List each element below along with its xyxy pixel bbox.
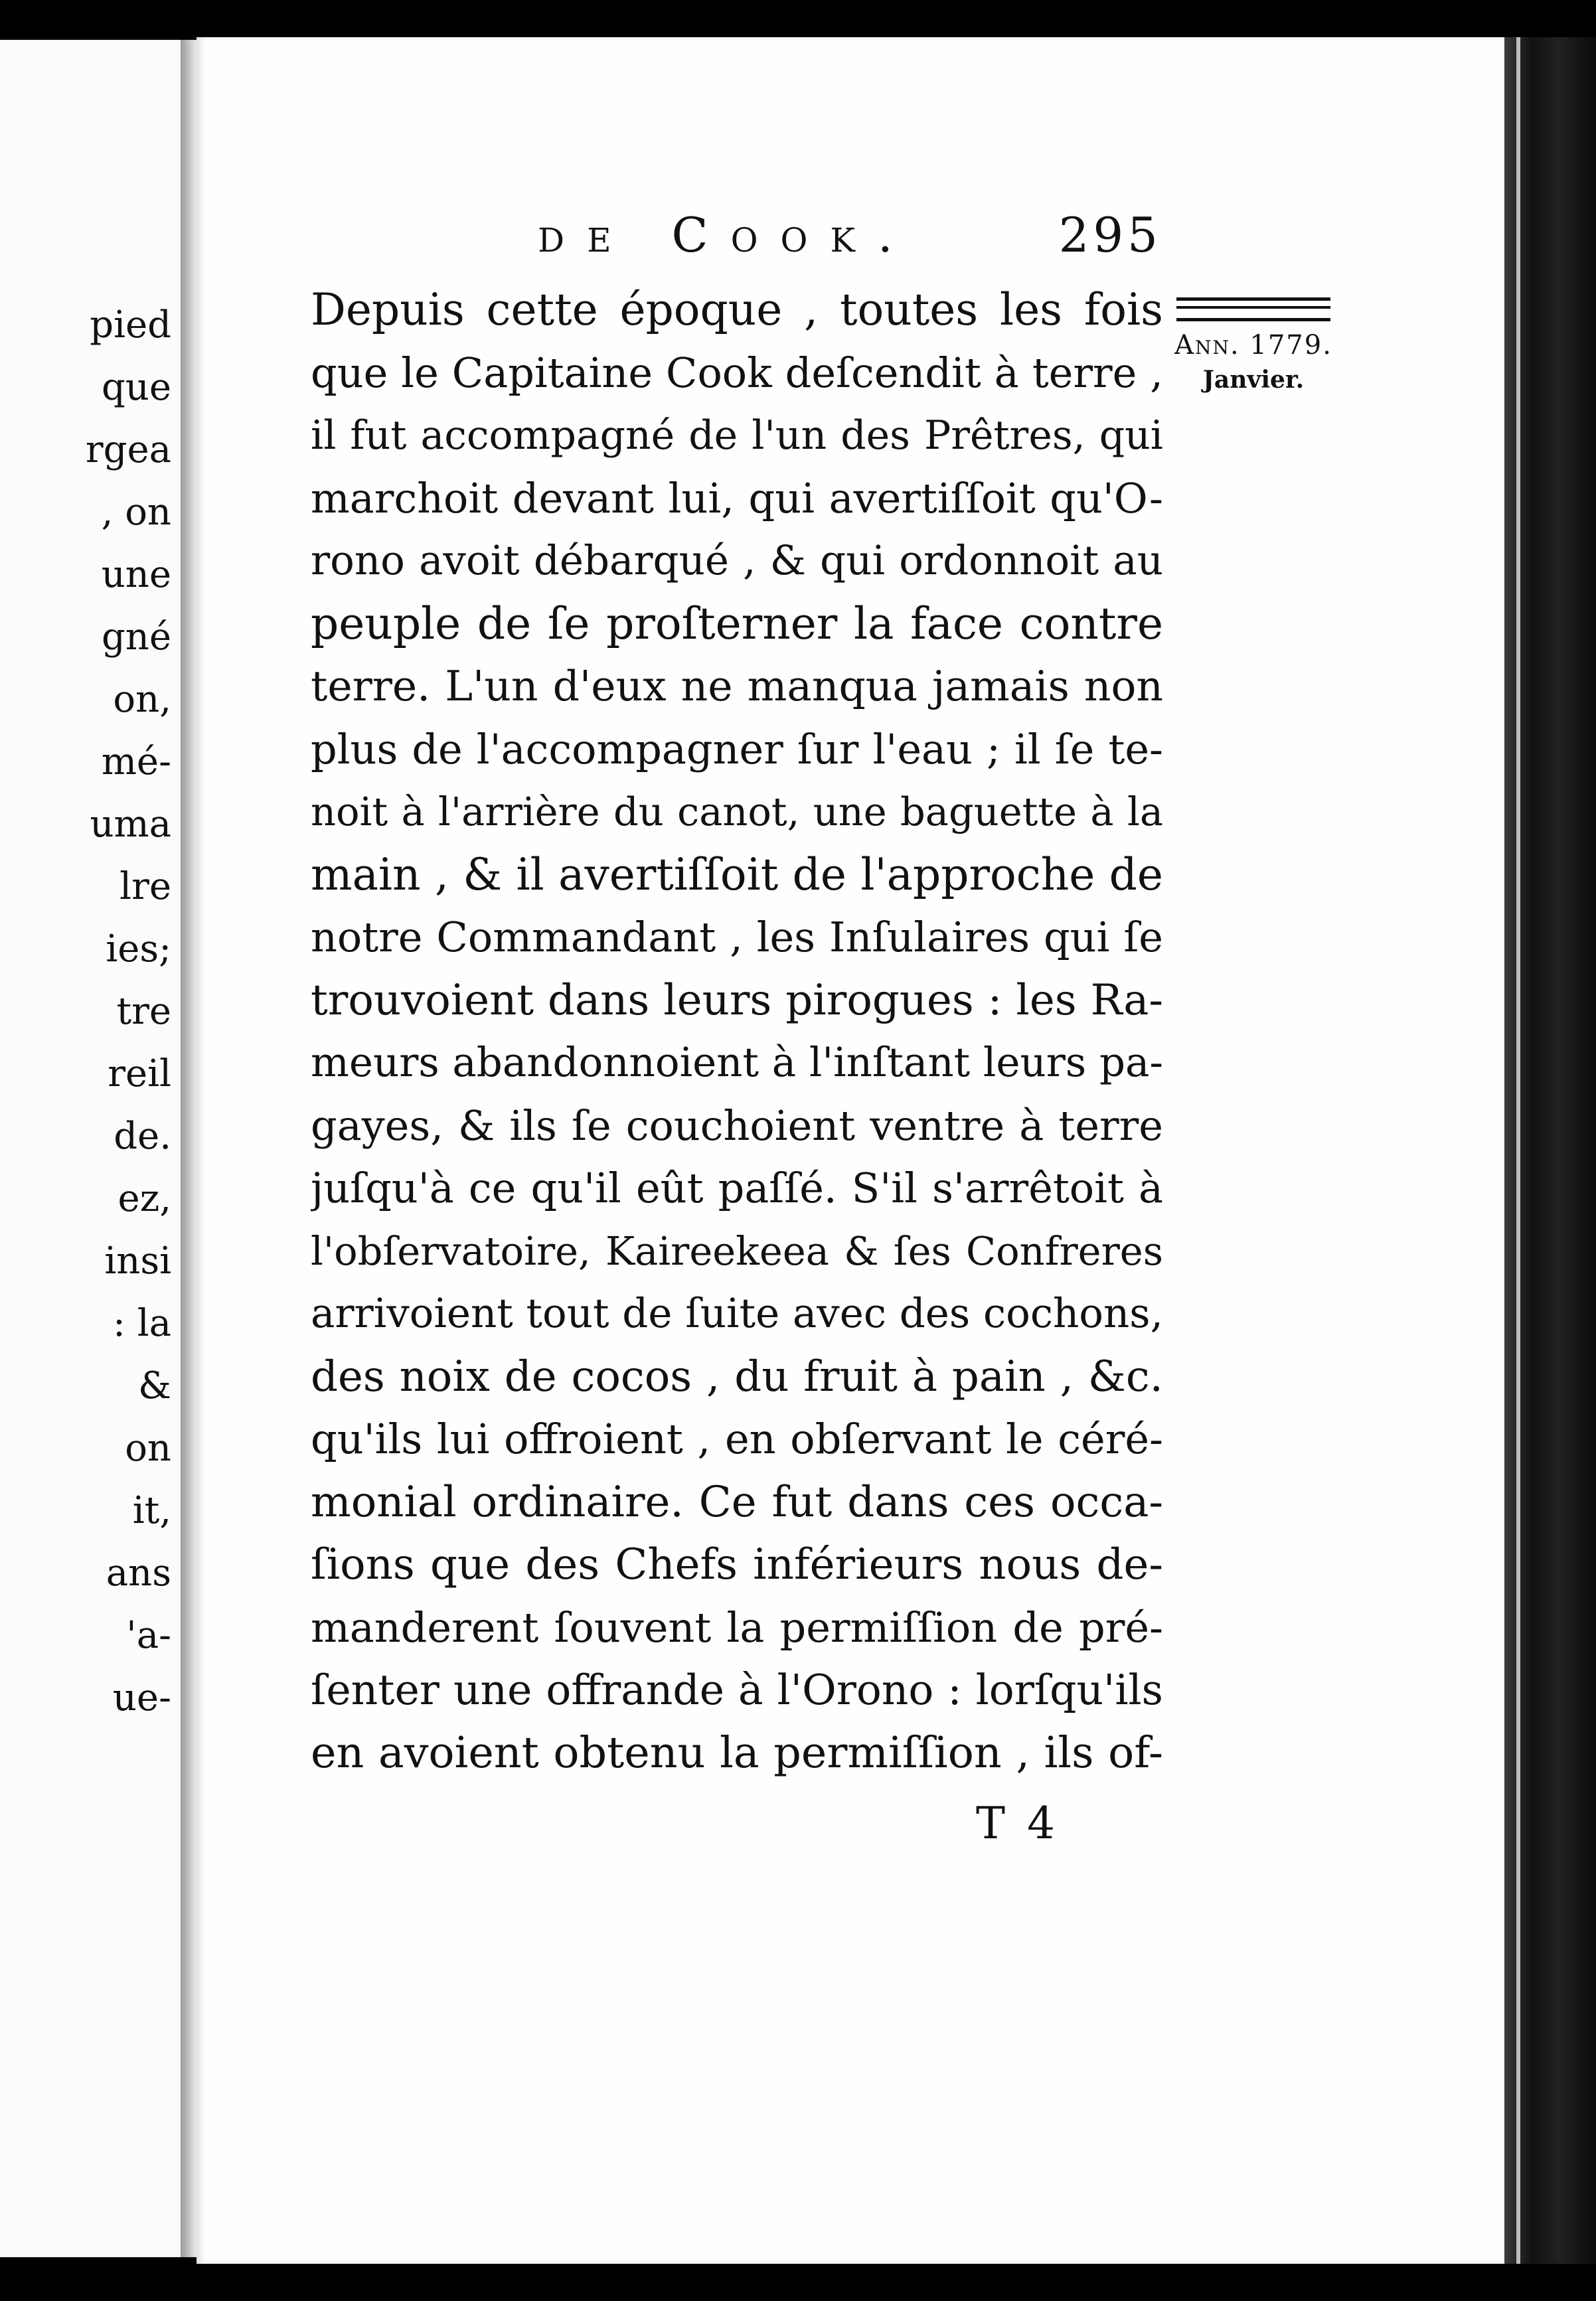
left-page-line: &	[138, 1364, 171, 1407]
body-line: rono avoit débarqué , & qui ordonnoit au	[311, 537, 1163, 584]
body-line: main , & il avertiſſoit de l'approche de	[311, 848, 1163, 900]
body-line: monial ordinaire. Ce fut dans ces occa-	[311, 1477, 1163, 1527]
left-page-line: une	[101, 553, 171, 596]
body-line: meurs abandonnoient à l'inſtant leurs pa-	[311, 1039, 1163, 1086]
body-line: manderent ſouvent la permiſſion de pré-	[311, 1603, 1163, 1652]
book-edge	[1504, 37, 1596, 2264]
catchword: T 4	[976, 1798, 1059, 1849]
left-page-line: reil	[108, 1052, 171, 1095]
left-page-line: que	[101, 366, 171, 409]
margin-year: Ann. 1779.	[1174, 330, 1332, 360]
body-line: peuple de ſe proſterner la face contre	[311, 597, 1163, 649]
margin-note	[1174, 328, 1333, 397]
left-page-line: on	[125, 1427, 171, 1470]
left-page-line: insi	[104, 1239, 171, 1283]
facing-page-left	[0, 40, 183, 2257]
body-line: ſenter une offrande à l'Orono : lorſqu'ils	[311, 1666, 1163, 1714]
body-line: noit à l'arrière du canot, une baguette à la	[311, 789, 1163, 834]
body-line: en avoient obtenu la permiſſion , ils of-	[311, 1727, 1163, 1778]
body-text	[311, 279, 1163, 1785]
book-gutter	[181, 40, 197, 2257]
margin-month: Janvier.	[1202, 366, 1305, 394]
left-page-line: tre	[116, 990, 171, 1033]
left-page-line: it,	[132, 1489, 171, 1532]
body-line: l'obſervatoire, Kaireekeea & ſes Confreres	[311, 1228, 1163, 1274]
left-page-line: ue-	[112, 1676, 171, 1719]
body-line: il fut accompagné de l'un des Prêtres, qui	[311, 412, 1163, 459]
margin-rule	[1176, 297, 1330, 321]
body-line: des noix de cocos , du fruit à pain , &c.	[311, 1352, 1163, 1401]
page-number: 295	[1058, 207, 1162, 263]
left-page-line: : la	[113, 1302, 171, 1345]
body-line: marchoit devant lui, qui avertiſſoit qu'O-	[311, 473, 1163, 522]
body-line: notre Commandant , les Inſulaires qui ſe	[311, 913, 1163, 961]
body-line: arrivoient tout de ſuite avec des cochons,	[311, 1290, 1163, 1337]
body-line: juſqu'à ce qu'il eût paſſé. S'il s'arrêtoit à	[311, 1164, 1163, 1212]
left-page-line: pied	[90, 303, 171, 347]
body-line: plus de l'accompagner ſur l'eau ; il ſe te-	[311, 724, 1163, 773]
body-line: terre. L'un d'eux ne manqua jamais non	[311, 662, 1163, 710]
left-page-line: mé-	[101, 740, 171, 783]
body-line: qu'ils lui offroient , en obſervant le céré-	[311, 1415, 1163, 1463]
left-page-line: , on	[101, 491, 171, 534]
running-header	[538, 207, 1162, 267]
left-page-line: 'a-	[126, 1614, 171, 1657]
left-page-line: rgea	[85, 428, 171, 471]
left-page-line: de.	[114, 1115, 171, 1158]
left-page-line: ans	[106, 1551, 171, 1595]
body-line: Depuis cette époque , toutes les fois	[311, 284, 1163, 335]
body-line: ſions que des Chefs inférieurs nous de-	[311, 1540, 1163, 1589]
body-line: gayes, & ils ſe couchoient ventre à terre	[311, 1101, 1163, 1150]
left-page-line: uma	[90, 803, 171, 846]
body-line: que le Capitaine Cook deſcendit à terre ,	[311, 348, 1163, 397]
left-page-line: lre	[120, 865, 171, 908]
left-page-line: ies;	[106, 927, 171, 971]
left-page-line: ez,	[118, 1177, 171, 1220]
left-page-line: on,	[113, 678, 171, 721]
left-page-line: gné	[101, 615, 171, 659]
running-title: de Cook.	[538, 207, 916, 263]
body-line: trouvoient dans leurs pirogues : les Ra-	[311, 975, 1163, 1025]
